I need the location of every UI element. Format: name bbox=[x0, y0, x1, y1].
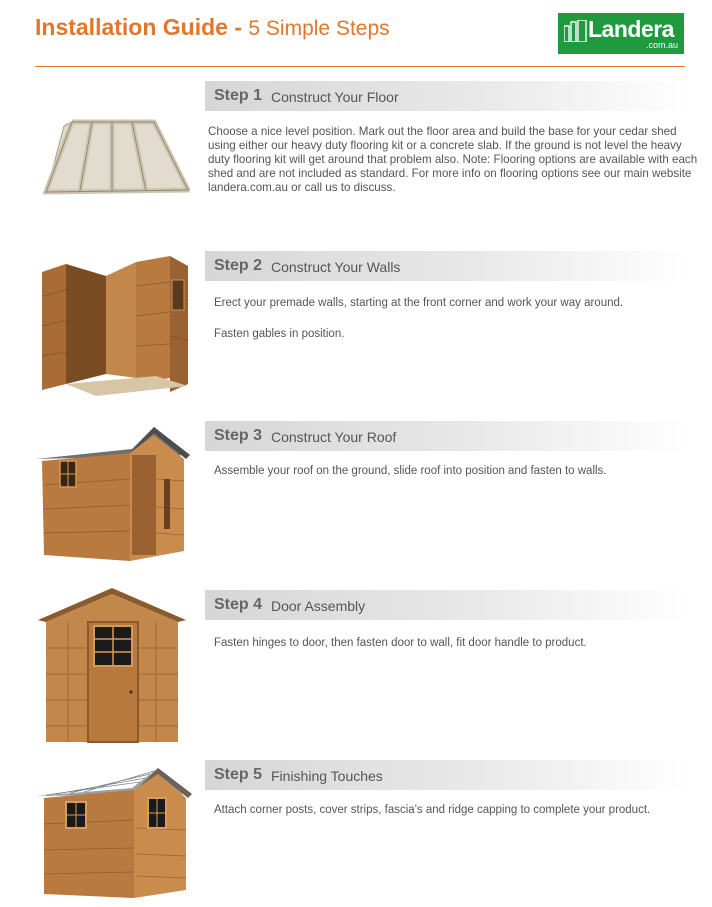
step-1-title: Construct Your Floor bbox=[271, 89, 399, 105]
step-2-text-1: Erect your premade walls, starting at the front corner and work your way around. bbox=[214, 297, 624, 309]
title-main: Installation Guide - bbox=[35, 14, 243, 40]
step-1-text: Choose a nice level position. Mark out the floor area and build the base for your cedar shed using either our heavy duty flooring kit or a concrete slab. If the ground is not level the heavy duty flooring kit will get around that problem also. Note: Flooring options are available with each shed and are not included as standard. For more info on flooring options see our main website landera.com.au or call us to discuss. bbox=[208, 125, 698, 194]
step-3-text: Assemble your roof on the ground, slide roof into position and fasten to walls. bbox=[214, 465, 607, 477]
step-3-header bbox=[205, 421, 690, 451]
step-4-title: Door Assembly bbox=[271, 598, 366, 614]
roof-shed-image bbox=[36, 427, 190, 570]
finished-shed-image bbox=[36, 768, 192, 907]
step-3-label: Step 3 bbox=[214, 427, 263, 444]
logo-domain: .com.au bbox=[645, 40, 678, 50]
door-shed-image bbox=[38, 588, 186, 749]
walls-image bbox=[36, 256, 192, 403]
step-2-text-2: Fasten gables in position. bbox=[214, 328, 345, 340]
step-5-text: Attach corner posts, cover strips, fascia's and ridge capping to complete your product. bbox=[214, 804, 651, 816]
step-4-label: Step 4 bbox=[214, 596, 263, 613]
step-1-header bbox=[205, 81, 690, 111]
step-5-header bbox=[205, 760, 690, 790]
header-divider bbox=[35, 66, 685, 67]
step-2-title: Construct Your Walls bbox=[271, 259, 401, 275]
step-4-header bbox=[205, 590, 690, 620]
landera-logo[interactable] bbox=[558, 13, 684, 54]
step-5-label: Step 5 bbox=[214, 766, 263, 783]
logo-building-icon bbox=[564, 20, 588, 42]
step-3-title: Construct Your Roof bbox=[271, 429, 397, 445]
step-5-title: Finishing Touches bbox=[271, 768, 383, 784]
title-sub: 5 Simple Steps bbox=[248, 17, 390, 40]
step-1-label: Step 1 bbox=[214, 87, 263, 104]
page-title bbox=[35, 14, 390, 41]
logo-word: Landera bbox=[588, 16, 674, 42]
floor-frame-image bbox=[42, 118, 190, 201]
step-4-text: Fasten hinges to door, then fasten door to wall, fit door handle to product. bbox=[214, 637, 587, 649]
step-2-label: Step 2 bbox=[214, 257, 263, 274]
step-2-header bbox=[205, 251, 690, 281]
